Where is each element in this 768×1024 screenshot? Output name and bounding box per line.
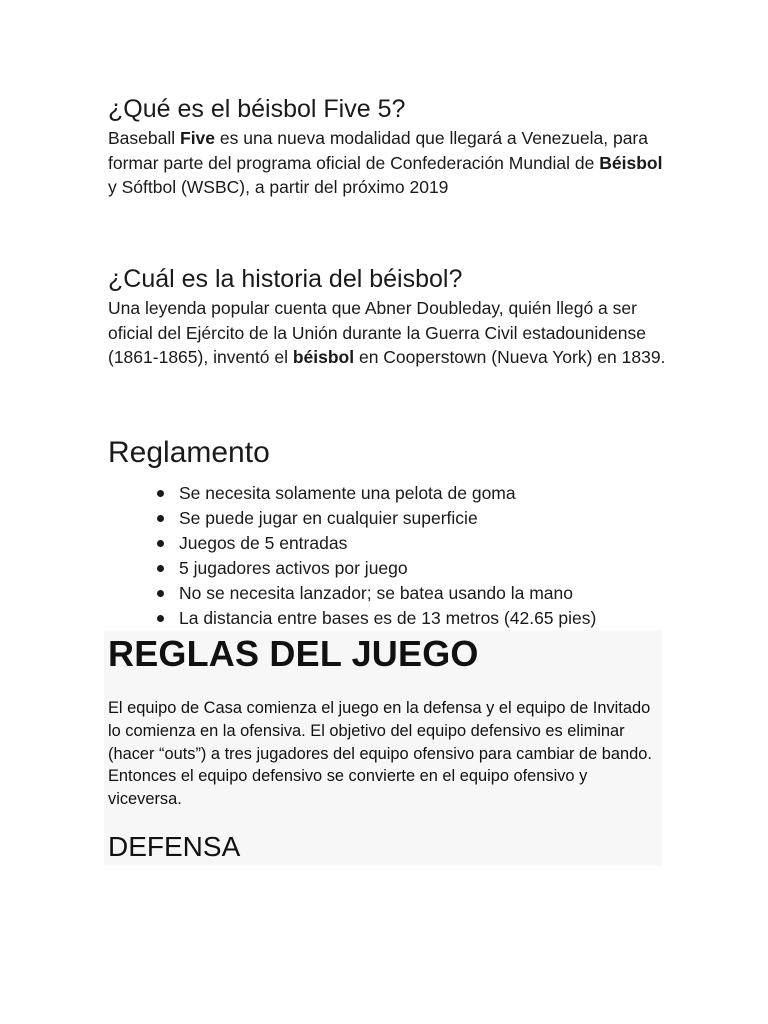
- section-title-reglas-del-juego: REGLAS DEL JUEGO: [108, 633, 479, 674]
- text-run: y Sóftbol (WSBC), a partir del próximo 2019: [108, 177, 449, 197]
- list-item: [155, 481, 596, 506]
- list-item-text: 5 jugadores activos por juego: [179, 558, 408, 578]
- list-item: [155, 606, 596, 631]
- subsection-title-defensa: DEFENSA: [108, 831, 241, 862]
- paragraph-que-es: [108, 126, 668, 200]
- reglamento-list: [155, 481, 596, 631]
- section-heading-reglamento: Reglamento: [108, 436, 270, 469]
- list-item-text: Se necesita solamente una pelota de goma: [179, 483, 516, 503]
- bold-text-run: Five: [180, 128, 216, 148]
- text-run: es una nueva modalidad que llegará a Venezuela, para formar parte del programa oficial de Confederación Mundial de: [108, 128, 648, 173]
- list-item-text: Juegos de 5 entradas: [179, 533, 348, 553]
- bullet-icon: [157, 540, 164, 547]
- paragraph-historia: [108, 296, 668, 370]
- list-item-text: Se puede jugar en cualquier superficie: [179, 508, 478, 528]
- bullet-icon: [157, 515, 164, 522]
- list-item: [155, 531, 596, 556]
- bullet-icon: [157, 615, 164, 622]
- section-heading-historia: ¿Cuál es la historia del béisbol?: [108, 265, 463, 293]
- text-run: en Cooperstown (Nueva York) en 1839.: [354, 347, 666, 367]
- list-item-text: No se necesita lanzador; se batea usando la mano: [179, 583, 574, 603]
- bullet-icon: [157, 565, 164, 572]
- text-run: Baseball: [108, 128, 180, 148]
- bold-text-run: Béisbol: [599, 152, 663, 173]
- bold-text-run: béisbol: [292, 347, 355, 367]
- paragraph-reglas: El equipo de Casa comienza el juego en la defensa y el equipo de Invitado lo comienza en la ofensiva. El objetivo del equipo defensivo es eliminar (hacer “outs”) a tres jugadores del equipo ofensivo para cambiar de bando. Entonces el equipo defensivo se convierte en el equipo ofensivo y viceversa.: [108, 699, 652, 809]
- list-item-text: La distancia entre bases es de 13 metros (42.65 pies): [179, 608, 597, 628]
- list-item: [155, 581, 596, 606]
- text-run: Una leyenda popular cuenta que Abner Doubleday, quién llegó a ser oficial del Ejército de la Unión durante la Guerra Civil estadounidense (1861-1865), inventó el: [108, 298, 646, 367]
- list-item: [155, 506, 596, 531]
- bullet-icon: [157, 590, 164, 597]
- section-heading-que-es: ¿Qué es el béisbol Five 5?: [108, 95, 406, 123]
- list-item: [155, 556, 596, 581]
- bullet-icon: [157, 490, 164, 497]
